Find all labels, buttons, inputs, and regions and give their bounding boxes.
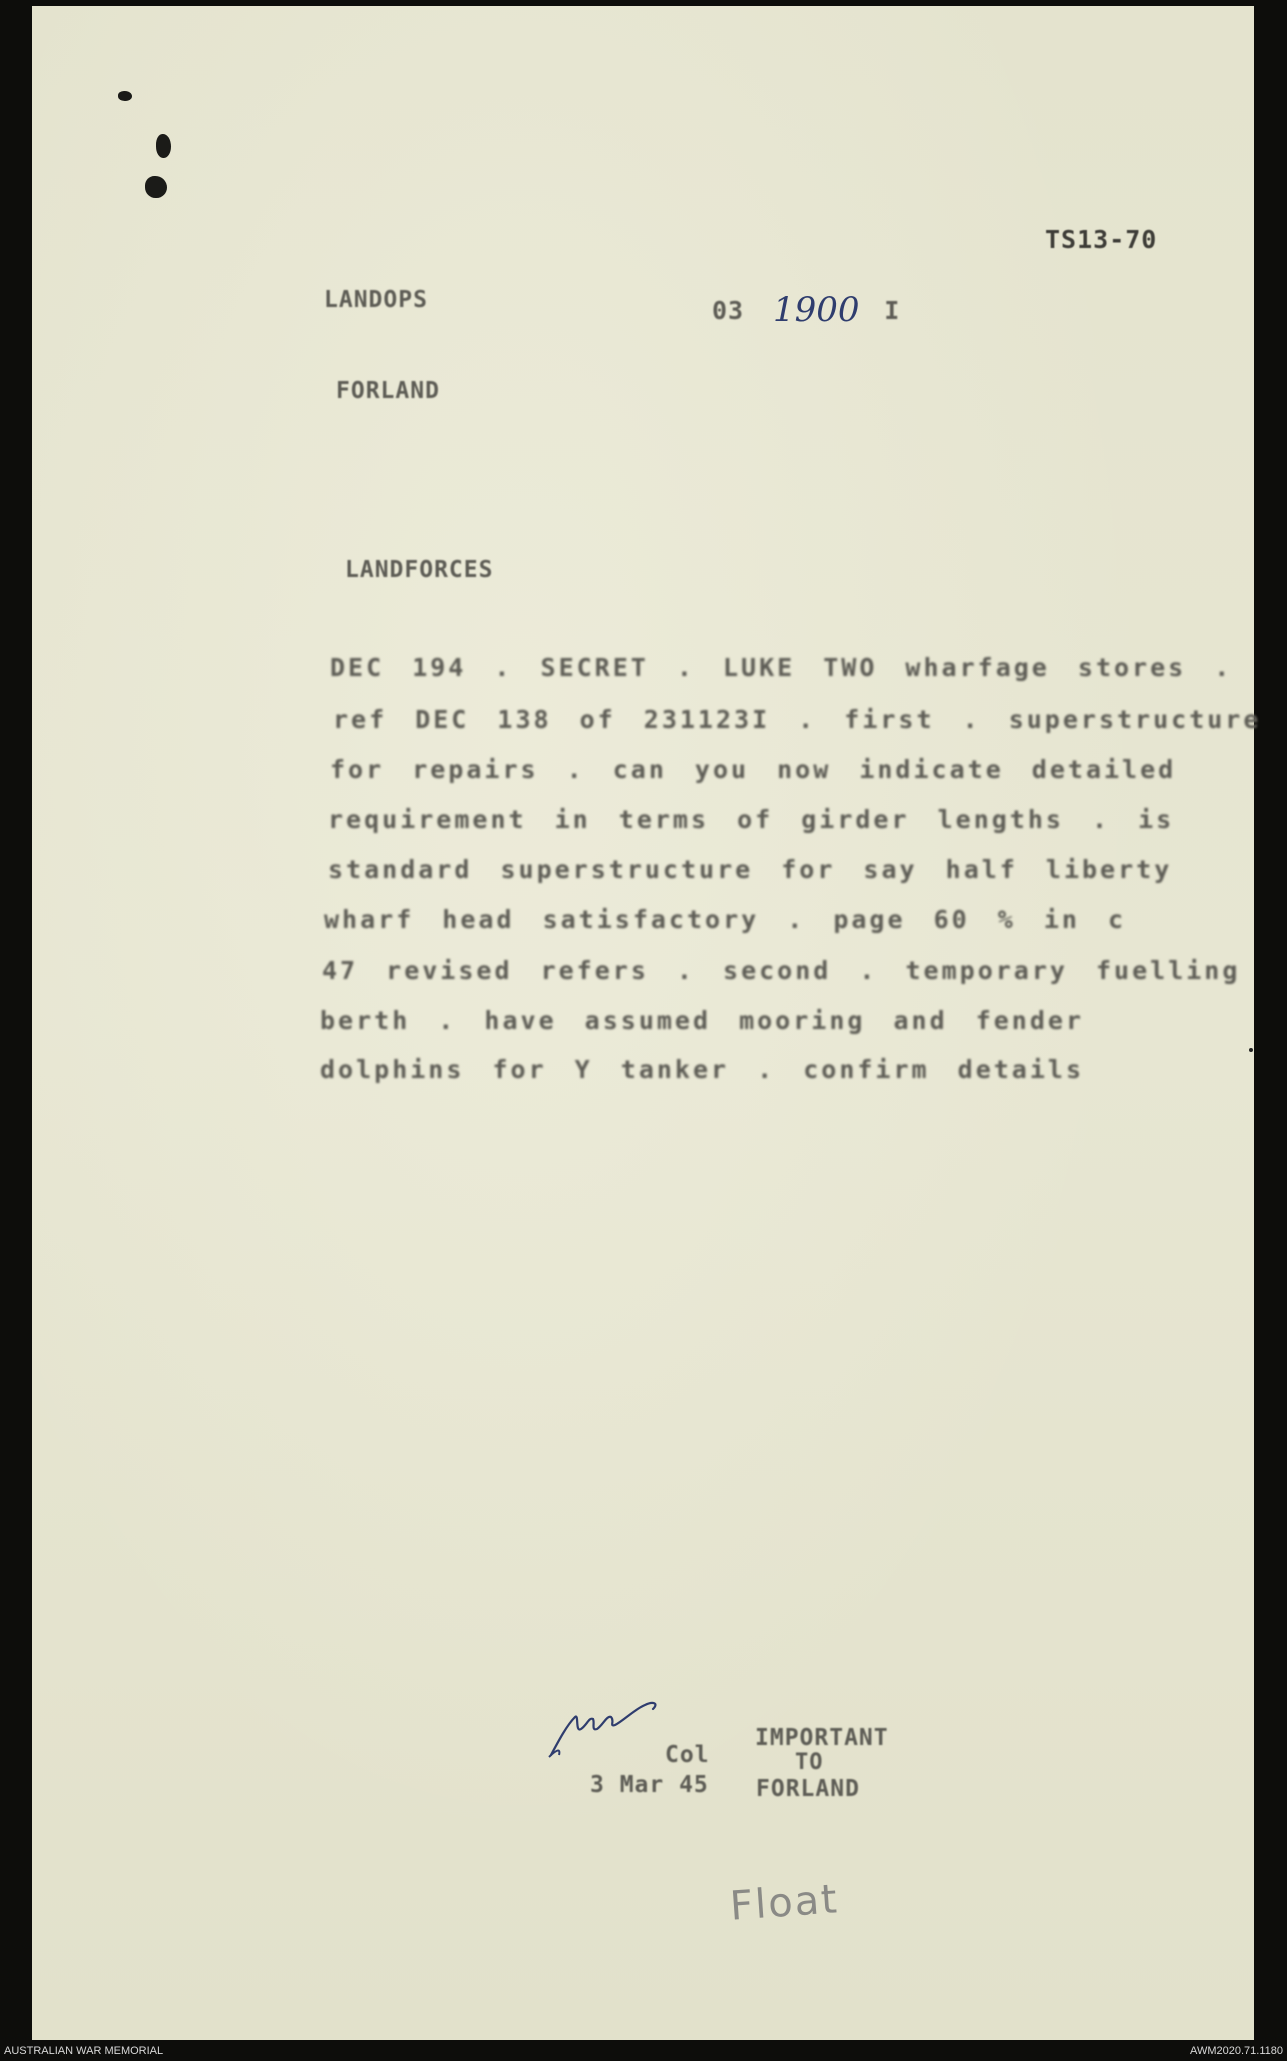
- body-line: berth . have assumed mooring and fender: [320, 1006, 1084, 1035]
- dtg-suffix: I: [884, 296, 901, 325]
- signature-mark: [545, 1685, 675, 1765]
- paper-mark: [1249, 1048, 1253, 1052]
- accession-number: AWM2020.71.1180: [1190, 2045, 1283, 2057]
- precedence-to: TO: [795, 1750, 824, 1775]
- dtg-typed: 03: [712, 296, 745, 325]
- pencil-annotation: Float: [728, 1876, 841, 1930]
- signature-date: 3 Mar 45: [590, 1772, 709, 1798]
- precedence-level: IMPORTANT: [755, 1725, 889, 1751]
- body-line: wharf head satisfactory . page 60 % in c: [324, 905, 1127, 934]
- body-line: requirement in terms of girder lengths . is: [328, 805, 1175, 834]
- precedence-addressee: FORLAND: [756, 1776, 860, 1802]
- body-line: standard superstructure for say half liberty: [328, 855, 1173, 884]
- addressee: FORLAND: [336, 378, 440, 404]
- signature: [545, 1685, 675, 1765]
- archive-credit: AUSTRALIAN WAR MEMORIAL: [4, 2045, 164, 2057]
- body-line: DEC 194 . SECRET . LUKE TWO wharfage stores .: [330, 653, 1233, 682]
- punch-hole: [145, 176, 167, 198]
- signature-rank: Col: [665, 1742, 710, 1768]
- body-line: dolphins for Y tanker . confirm details: [320, 1055, 1084, 1084]
- punch-hole: [156, 134, 171, 158]
- sender: LANDOPS: [324, 287, 428, 313]
- dtg-handwritten: 1900: [773, 290, 860, 330]
- info-addressee: LANDFORCES: [345, 557, 494, 583]
- message-reference: TS13-70: [1045, 225, 1158, 254]
- body-line: for repairs . can you now indicate detailed: [330, 755, 1177, 784]
- body-line: 47 revised refers . second . temporary fuelling: [322, 956, 1241, 985]
- body-line: ref DEC 138 of 231123I . first . superstructure: [333, 705, 1262, 734]
- punch-hole: [118, 91, 132, 101]
